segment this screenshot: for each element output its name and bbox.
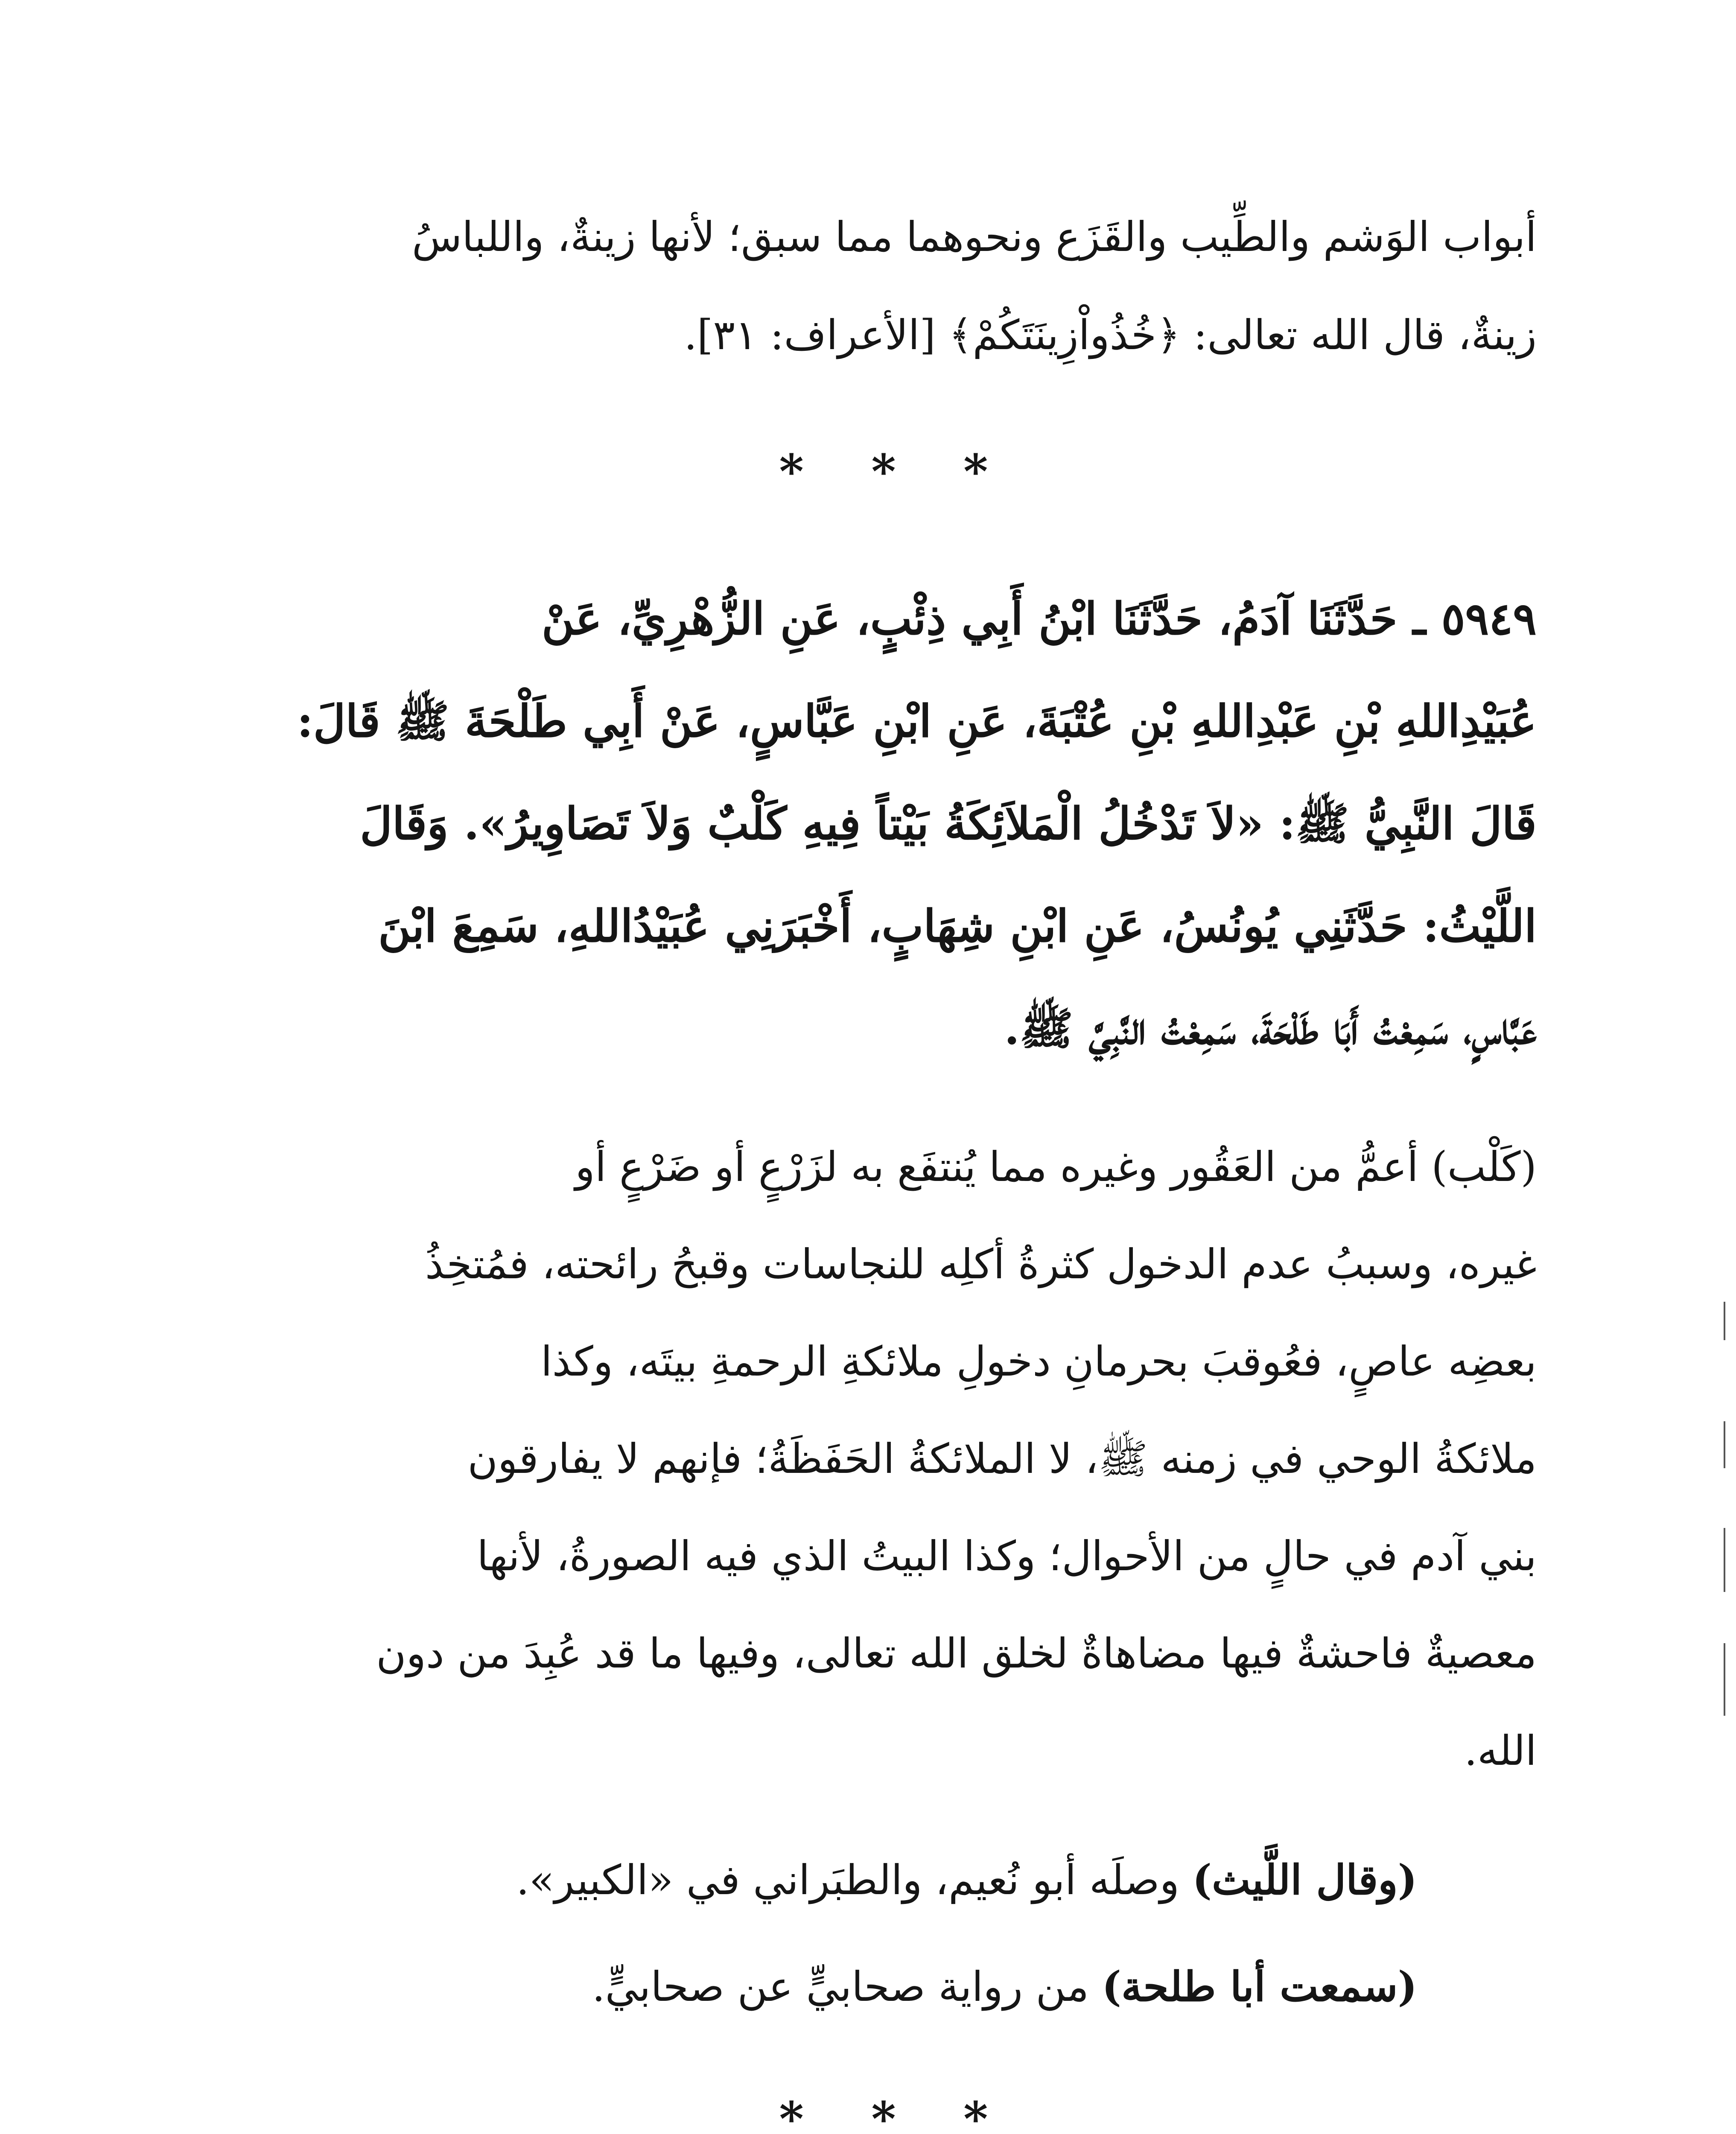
hadith-text [256,568,1537,1080]
scan-edge-mark [1724,1643,1725,1716]
commentary-line-6: معصيةٌ فاحشةٌ فيها مضاهاةٌ لخلق الله تعالى، وفيها ما قد عُبِدَ من دون [376,1630,1537,1677]
commentary-line-5: بني آدم في حالٍ من الأحوال؛ وكذا البيتُ الذي فيه الصورةُ، لأنها [477,1532,1537,1580]
note-abu-talha-heading: (سمعت أبا طلحة) [1102,1962,1417,2011]
commentary-line-4: ملائكةُ الوحي في زمنه ﷺ، لا الملائكةُ الحَفَظَةُ؛ فإنهم لا يفارقون [467,1435,1537,1483]
intro-line-1: أبواب الوَشم والطِّيب والقَزَع ونحوهما مما سبق؛ لأنها زينةٌ، واللباسُ [412,213,1537,261]
scan-edge-mark [1724,1421,1725,1468]
hadith-line-4: اللَّيْثُ: حَدَّثَنِي يُونُسُ، عَنِ ابْنِ شِهَابٍ، أَخْبَرَنِي عُبَيْدُاللهِ، سَمِعَ ابْنَ [378,900,1537,952]
hadith-line-5: عَبَّاسٍ، سَمِعْتُ أَبَا طَلْحَةَ، سَمِعْتُ النَّبِيَّ ﷺ. [1004,1002,1537,1055]
scan-edge-mark [1724,1302,1725,1340]
section-separator-bottom: * * * [779,2091,1014,2134]
commentary-line-7: الله. [1464,1727,1537,1775]
section-separator-top: * * * [779,444,1014,499]
scan-edge-mark [1724,1528,1725,1592]
commentary-line-1: (كَلْب) أعمُّ من العَقُور وغيره مما يُنتفَع به لزَرْعٍ أو ضَرْعٍ أو [575,1143,1537,1191]
intro-paragraph [256,188,1537,384]
note-layth-text: وصلَه أبو نُعيم، والطبَراني في «الكبير». [516,1856,1193,1904]
note-abu-talha [256,1933,1417,2040]
commentary-paragraph [256,1118,1537,1799]
hadith-line-3: قَالَ النَّبِيُّ ﷺ: «لاَ تَدْخُلُ الْمَلاَئِكَةُ بَيْتاً فِيهِ كَلْبٌ وَلاَ تَصَاوِيرُ». وَقَالَ [360,797,1537,850]
commentary-line-2: غيره، وسببُ عدم الدخول كثرةُ أكلِه للنجاسات وقبحُ رائحته، فمُتخِذُ [425,1240,1537,1288]
note-abu-talha-text: من رواية صحابيٍّ عن صحابيٍّ. [592,1963,1102,2011]
note-layth-heading: (وقال اللَّيث) [1192,1856,1417,1904]
hadith-line-2: عُبَيْدِاللهِ بْنِ عَبْدِاللهِ بْنِ عُتْبَةَ، عَنِ ابْنِ عَبَّاسٍ، عَنْ أَبِي طَلْحَةَ ﷺ قَالَ: [297,695,1537,747]
commentary-line-3: بعضِه عاصٍ، فعُوقبَ بحرمانِ دخولِ ملائكةِ الرحمةِ بيتَه، وكذا [540,1338,1537,1385]
note-layth [256,1827,1417,1933]
hadith-line-1: ٥٩٤٩ ـ حَدَّثَنَا آدَمُ، حَدَّثَنَا ابْنُ أَبِي ذِئْبٍ، عَنِ الزُّهْرِيِّ، عَنْ [541,592,1537,645]
intro-line-2: زينةٌ، قال الله تعالى: ﴿خُذُواْزِينَتَكُمْ﴾ [الأعراف: ٣١]. [684,311,1537,359]
